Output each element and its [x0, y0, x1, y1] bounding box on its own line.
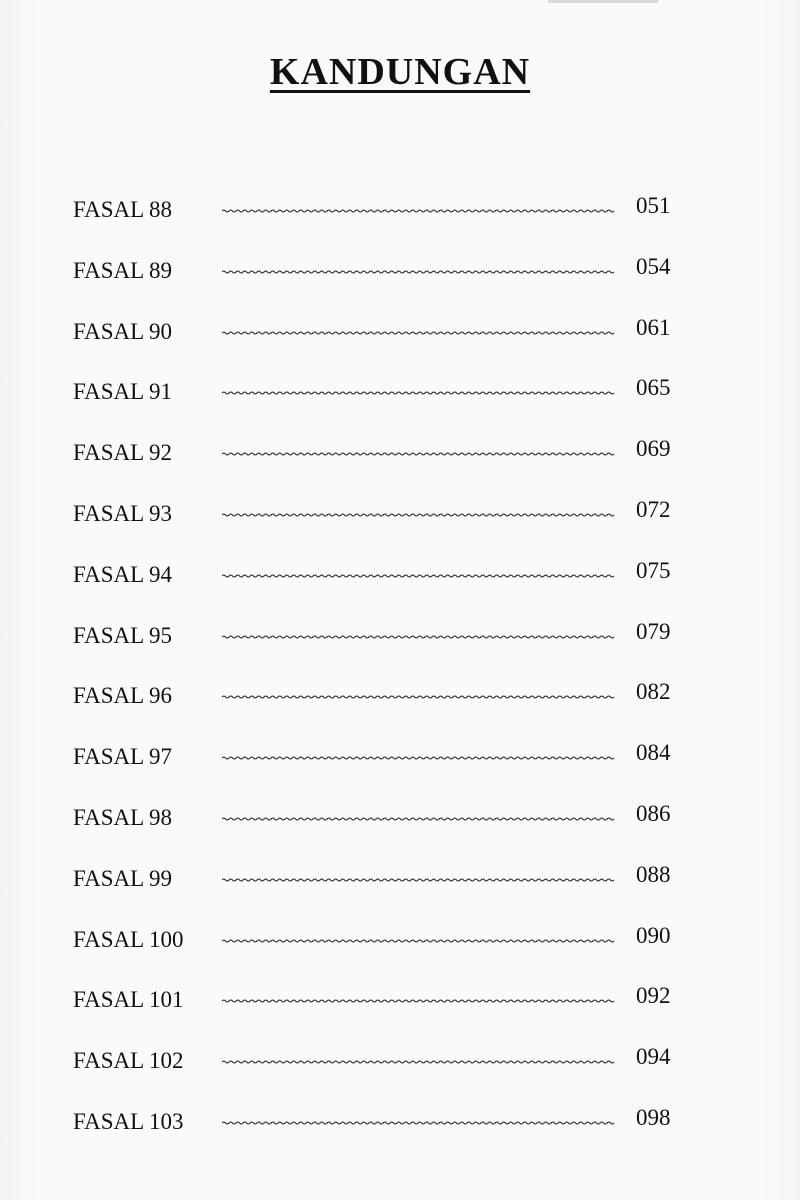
toc-entry-page-number: 072 [636, 497, 671, 522]
toc-row [0, 193, 800, 227]
wavy-leader-line [222, 379, 622, 401]
page-title-text: KANDUNGAN [269, 51, 531, 93]
toc-entry-page-number: 079 [636, 618, 671, 644]
toc-entry-label: FASAL 95 [73, 622, 173, 648]
toc-entry-label: FASAL 93 [73, 501, 173, 526]
toc-row [0, 1044, 800, 1078]
toc-entry-page-number: 065 [636, 375, 671, 401]
toc-row [0, 619, 800, 653]
wavy-leader-line [222, 1109, 622, 1131]
toc-entry-page-number: 092 [636, 983, 671, 1009]
wavy-leader-line [222, 197, 622, 219]
toc-row [0, 740, 800, 774]
toc-entry-page-number: 054 [636, 253, 671, 279]
toc-row [0, 558, 800, 592]
toc-row [0, 315, 800, 349]
toc-row [0, 254, 800, 288]
toc-entry-page-number: 069 [636, 436, 671, 462]
toc-entry-label: FASAL 99 [73, 865, 173, 891]
toc-entry-label: FASAL 90 [73, 318, 173, 344]
toc-entry-label: FASAL 97 [73, 744, 173, 770]
wavy-leader-line [222, 744, 622, 766]
toc-entry-page-number: 051 [636, 193, 671, 218]
toc-entry-label: FASAL 96 [73, 683, 173, 709]
toc-entry-label: FASAL 103 [73, 1109, 184, 1134]
toc-entry-page-number: 075 [636, 557, 671, 583]
toc-entry-page-number: 082 [636, 679, 671, 705]
wavy-leader-line [222, 805, 622, 827]
toc-entry-page-number: 090 [636, 922, 671, 948]
toc-row [0, 862, 800, 896]
toc-entry-page-number: 084 [636, 740, 671, 766]
wavy-leader-line [222, 927, 622, 949]
toc-entry-page-number: 088 [636, 861, 671, 887]
wavy-leader-line [222, 501, 622, 523]
wavy-leader-line [222, 866, 622, 888]
toc-entry-label: FASAL 91 [73, 379, 173, 405]
wavy-leader-line [222, 258, 622, 280]
toc-entry-page-number: 098 [636, 1105, 671, 1130]
toc-entry-label: FASAL 101 [73, 987, 184, 1013]
toc-row [0, 1105, 800, 1139]
toc-entry-label: FASAL 94 [73, 561, 173, 587]
toc-row [0, 375, 800, 409]
toc-row [0, 801, 800, 835]
toc-row [0, 983, 800, 1017]
toc-row [0, 679, 800, 713]
wavy-leader-line [222, 683, 622, 705]
wavy-leader-line [222, 987, 622, 1009]
wavy-leader-line [222, 440, 622, 462]
wavy-leader-line [222, 623, 622, 645]
wavy-leader-line [222, 1048, 622, 1070]
toc-entry-label: FASAL 88 [73, 197, 173, 222]
wavy-leader-line [222, 319, 622, 341]
toc-entry-label: FASAL 92 [73, 440, 173, 466]
toc-entry-label: FASAL 100 [73, 926, 184, 952]
toc-entry-page-number: 094 [636, 1044, 671, 1070]
wavy-leader-line [222, 562, 622, 584]
toc-entry-label: FASAL 102 [73, 1048, 184, 1074]
toc-row [0, 436, 800, 470]
toc-row [0, 497, 800, 531]
toc-entry-label: FASAL 89 [73, 257, 173, 283]
toc-entry-page-number: 061 [636, 314, 671, 340]
toc-row [0, 923, 800, 957]
toc-entry-label: FASAL 98 [73, 805, 173, 830]
toc-entry-page-number: 086 [636, 801, 671, 826]
